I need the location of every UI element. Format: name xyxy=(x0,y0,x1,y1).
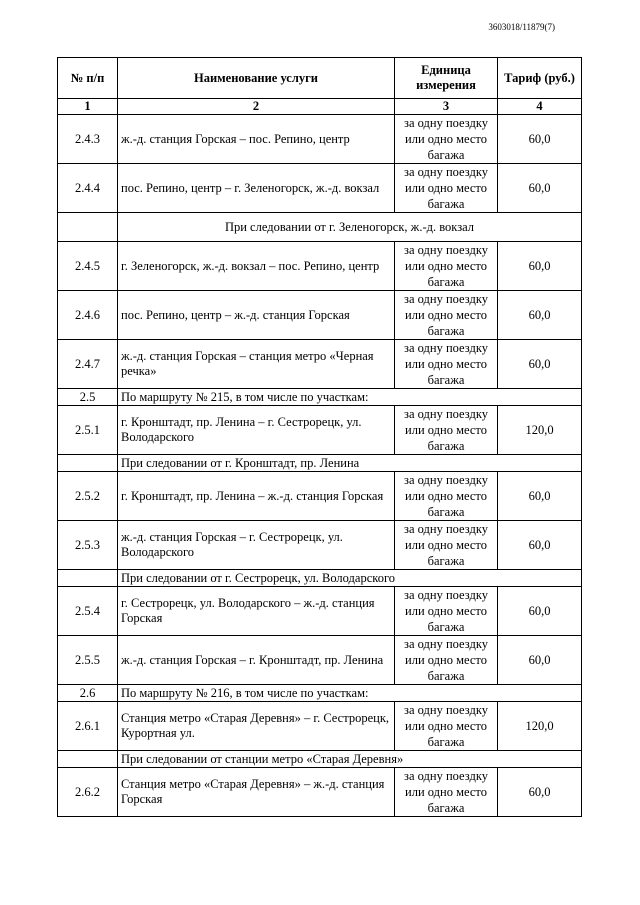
unit-of-measure: за одну поездку или одно место багажа xyxy=(395,587,498,636)
subsection-heading: При следовании от г. Кронштадт, пр. Ленина xyxy=(118,455,582,472)
unit-of-measure: за одну поездку или одно место багажа xyxy=(395,291,498,340)
header-price: Тариф (руб.) xyxy=(498,58,582,99)
unit-of-measure: за одну поездку или одно место багажа xyxy=(395,242,498,291)
document-code: 3603018/11879(7) xyxy=(488,22,555,32)
row-number: 2.4.5 xyxy=(58,242,118,291)
service-name: ж.-д. станция Горская – г. Сестрорецк, ул. Володарского xyxy=(118,521,395,570)
table-body xyxy=(58,115,582,817)
header-name: Наименование услуги xyxy=(118,58,395,99)
tariff-price: 60,0 xyxy=(498,521,582,570)
row-number: 2.5.4 xyxy=(58,587,118,636)
section-heading-row xyxy=(58,213,582,242)
row-number: 2.5.5 xyxy=(58,636,118,685)
unit-of-measure: за одну поездку или одно место багажа xyxy=(395,115,498,164)
tariff-price: 60,0 xyxy=(498,472,582,521)
service-name: г. Зеленогорск, ж.-д. вокзал – пос. Репино, центр xyxy=(118,242,395,291)
route-row xyxy=(58,389,582,406)
table-row xyxy=(58,521,582,570)
table-row xyxy=(58,406,582,455)
table-row xyxy=(58,115,582,164)
route-number: 2.6 xyxy=(58,685,118,702)
header-unit: Единица измерения xyxy=(395,58,498,99)
tariff-price: 60,0 xyxy=(498,636,582,685)
table-row xyxy=(58,340,582,389)
service-name: г. Кронштадт, пр. Ленина – ж.-д. станция Горская xyxy=(118,472,395,521)
header-no: № п/п xyxy=(58,58,118,99)
table-row xyxy=(58,291,582,340)
row-number: 2.4.4 xyxy=(58,164,118,213)
table-row xyxy=(58,587,582,636)
table-row xyxy=(58,472,582,521)
section-heading: При следовании от г. Зеленогорск, ж.-д. вокзал xyxy=(118,213,582,242)
empty-cell xyxy=(58,213,118,242)
row-number: 2.6.2 xyxy=(58,768,118,817)
table-row xyxy=(58,702,582,751)
service-name: пос. Репино, центр – г. Зеленогорск, ж.-д. вокзал xyxy=(118,164,395,213)
empty-cell xyxy=(58,455,118,472)
subsection-row xyxy=(58,751,582,768)
tariff-price: 60,0 xyxy=(498,115,582,164)
empty-cell xyxy=(58,570,118,587)
row-number: 2.6.1 xyxy=(58,702,118,751)
unit-of-measure: за одну поездку или одно место багажа xyxy=(395,636,498,685)
tariff-price: 60,0 xyxy=(498,242,582,291)
table-row xyxy=(58,242,582,291)
subsection-row xyxy=(58,570,582,587)
route-number: 2.5 xyxy=(58,389,118,406)
row-number: 2.5.1 xyxy=(58,406,118,455)
header-row xyxy=(58,58,582,99)
table-row xyxy=(58,164,582,213)
unit-of-measure: за одну поездку или одно место багажа xyxy=(395,521,498,570)
subsection-heading: При следовании от станции метро «Старая Деревня» xyxy=(118,751,582,768)
tariff-price: 120,0 xyxy=(498,406,582,455)
column-number: 2 xyxy=(118,99,395,115)
tariff-price: 60,0 xyxy=(498,340,582,389)
service-name: ж.-д. станция Горская – пос. Репино, центр xyxy=(118,115,395,164)
unit-of-measure: за одну поездку или одно место багажа xyxy=(395,164,498,213)
column-number: 3 xyxy=(395,99,498,115)
tariff-table xyxy=(57,57,582,817)
row-number: 2.5.3 xyxy=(58,521,118,570)
subsection-row xyxy=(58,455,582,472)
service-name: г. Сестрорецк, ул. Володарского – ж.-д. станция Горская xyxy=(118,587,395,636)
service-name: ж.-д. станция Горская – г. Кронштадт, пр. Ленина xyxy=(118,636,395,685)
unit-of-measure: за одну поездку или одно место багажа xyxy=(395,768,498,817)
tariff-price: 60,0 xyxy=(498,768,582,817)
tariff-price: 60,0 xyxy=(498,291,582,340)
subsection-heading: При следовании от г. Сестрорецк, ул. Володарского xyxy=(118,570,582,587)
column-number: 4 xyxy=(498,99,582,115)
unit-of-measure: за одну поездку или одно место багажа xyxy=(395,340,498,389)
service-name: Станция метро «Старая Деревня» – г. Сестрорецк, Курортная ул. xyxy=(118,702,395,751)
unit-of-measure: за одну поездку или одно место багажа xyxy=(395,702,498,751)
unit-of-measure: за одну поездку или одно место багажа xyxy=(395,472,498,521)
route-title: По маршруту № 215, в том числе по участкам: xyxy=(118,389,582,406)
row-number: 2.4.3 xyxy=(58,115,118,164)
column-number-row xyxy=(58,99,582,115)
table-row xyxy=(58,636,582,685)
tariff-price: 60,0 xyxy=(498,164,582,213)
table-row xyxy=(58,768,582,817)
row-number: 2.5.2 xyxy=(58,472,118,521)
column-number: 1 xyxy=(58,99,118,115)
row-number: 2.4.7 xyxy=(58,340,118,389)
row-number: 2.4.6 xyxy=(58,291,118,340)
empty-cell xyxy=(58,751,118,768)
service-name: г. Кронштадт, пр. Ленина – г. Сестрорецк, ул. Володарского xyxy=(118,406,395,455)
tariff-price: 120,0 xyxy=(498,702,582,751)
service-name: пос. Репино, центр – ж.-д. станция Горская xyxy=(118,291,395,340)
tariff-price: 60,0 xyxy=(498,587,582,636)
service-name: Станция метро «Старая Деревня» – ж.-д. станция Горская xyxy=(118,768,395,817)
route-row xyxy=(58,685,582,702)
route-title: По маршруту № 216, в том числе по участкам: xyxy=(118,685,582,702)
unit-of-measure: за одну поездку или одно место багажа xyxy=(395,406,498,455)
service-name: ж.-д. станция Горская – станция метро «Черная речка» xyxy=(118,340,395,389)
